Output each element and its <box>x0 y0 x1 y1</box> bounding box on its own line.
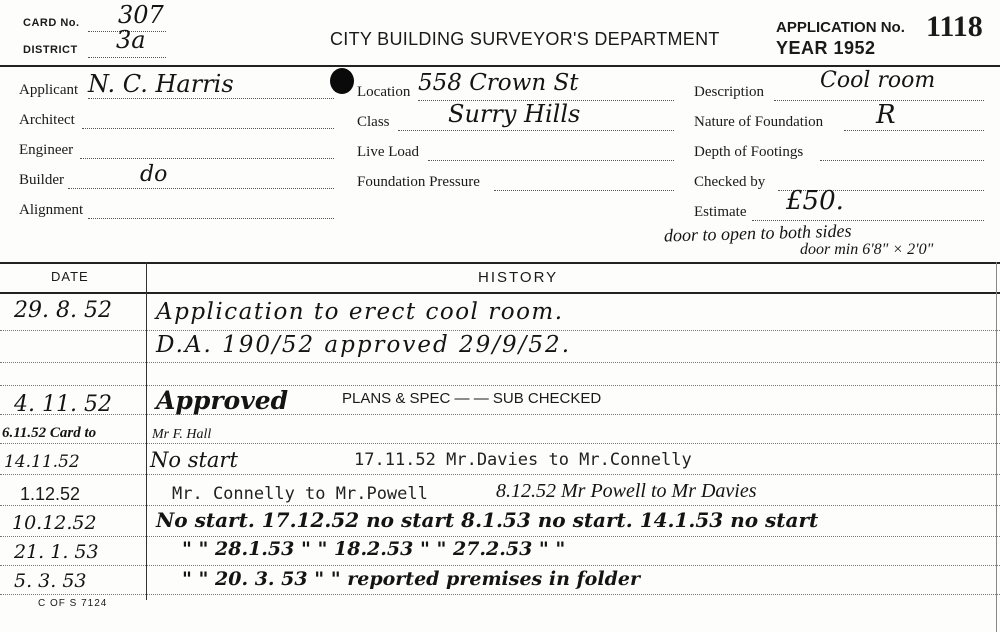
row-history: No start. 17.12.52 no start 8.1.53 no start. 14.1.53 no start <box>156 508 819 532</box>
applicant-label: Applicant <box>19 82 79 98</box>
depth-of-footings-line <box>820 160 984 161</box>
applicant-value: N. C. Harris <box>88 70 234 98</box>
district-line <box>88 57 166 58</box>
row-history-typed: 17.11.52 Mr.Davies to Mr.Connelly <box>354 450 692 470</box>
engineer-label: Engineer <box>19 142 74 158</box>
live-load-label: Live Load <box>357 144 420 160</box>
builder-line <box>68 188 334 189</box>
class-value: Surry Hills <box>448 100 581 128</box>
builder-value: do <box>140 162 168 187</box>
card-no-label: CARD No. <box>23 17 80 29</box>
estimate-line <box>752 220 984 221</box>
engineer-line <box>80 158 334 159</box>
application-no-value: 1118 <box>926 10 983 43</box>
year-label: YEAR 1952 <box>776 38 876 58</box>
card-no-value: 307 <box>118 1 164 29</box>
row-history-typed: PLANS & SPEC — — SUB CHECKED <box>342 390 602 407</box>
class-line <box>398 130 674 131</box>
estimate-value: £50. <box>786 186 844 216</box>
row-rule <box>0 474 1000 475</box>
row-history: Application to erect cool room. <box>156 299 564 325</box>
row-date: 10.12.52 <box>12 512 97 534</box>
foundation-pressure-line <box>494 190 674 191</box>
row-date: 1.12.52 <box>20 484 81 504</box>
date-header: DATE <box>51 269 89 284</box>
row-date: 6.11.52 Card to <box>2 425 97 441</box>
location-value: 558 Crown St <box>418 70 579 96</box>
table-header-rule <box>0 292 1000 294</box>
class-label: Class <box>357 114 390 130</box>
row-history: " " 28.1.53 " " 18.2.53 " " 27.2.53 " " <box>182 538 566 560</box>
application-no-label: APPLICATION No. <box>776 19 905 36</box>
depth-of-footings-label: Depth of Footings <box>694 144 804 160</box>
header-rule <box>0 65 1000 67</box>
district-label: DISTRICT <box>23 44 78 56</box>
note-line-2: door min 6'8" × 2'0" <box>800 241 934 258</box>
row-history: Mr F. Hall <box>152 427 212 442</box>
right-edge <box>996 262 997 632</box>
nature-of-foundation-line <box>844 130 984 131</box>
row-history: " " 20. 3. 53 " " reported premises in folder <box>182 568 640 590</box>
row-history-handwritten: 8.12.52 Mr Powell to Mr Davies <box>496 480 757 502</box>
foundation-pressure-label: Foundation Pressure <box>357 174 480 190</box>
row-rule <box>0 536 1000 537</box>
row-rule <box>0 385 1000 386</box>
row-history-handwritten: No start <box>150 448 238 472</box>
row-rule <box>0 414 1000 415</box>
alignment-label: Alignment <box>19 202 84 218</box>
architect-label: Architect <box>19 112 75 128</box>
row-date: 14.11.52 <box>4 452 80 472</box>
description-value: Cool room <box>820 68 936 93</box>
row-history: D.A. 190/52 approved 29/9/52. <box>156 332 572 358</box>
estimate-label: Estimate <box>694 204 747 220</box>
row-history-typed: Mr. Connelly to Mr.Powell <box>172 484 428 504</box>
live-load-line <box>428 160 674 161</box>
row-history-handwritten: Approved <box>156 386 289 415</box>
row-date: 4. 11. 52 <box>14 392 112 417</box>
location-label: Location <box>357 84 411 100</box>
punch-hole <box>330 68 354 94</box>
note-line-1: door to open to both sides <box>663 220 852 246</box>
architect-line <box>82 128 334 129</box>
department-title: CITY BUILDING SURVEYOR'S DEPARTMENT <box>330 29 720 49</box>
nature-of-foundation-value: R <box>876 100 896 130</box>
row-rule <box>0 505 1000 506</box>
description-label: Description <box>694 84 764 100</box>
table-top-rule <box>0 262 1000 264</box>
checked-by-label: Checked by <box>694 174 766 190</box>
applicant-line <box>88 98 334 99</box>
row-date: 29. 8. 52 <box>14 298 112 323</box>
row-date: 21. 1. 53 <box>14 541 99 563</box>
row-rule <box>0 362 1000 363</box>
row-rule <box>0 330 1000 331</box>
row-date: 5. 3. 53 <box>14 570 87 592</box>
builder-label: Builder <box>19 172 64 188</box>
form-code: C OF S 7124 <box>38 598 108 609</box>
row-rule <box>0 443 1000 444</box>
alignment-line <box>88 218 334 219</box>
district-value: 3a <box>116 26 146 54</box>
nature-of-foundation-label: Nature of Foundation <box>694 114 824 130</box>
column-divider <box>146 262 147 600</box>
row-rule <box>0 565 1000 566</box>
history-header: HISTORY <box>478 269 559 286</box>
row-rule <box>0 594 1000 595</box>
